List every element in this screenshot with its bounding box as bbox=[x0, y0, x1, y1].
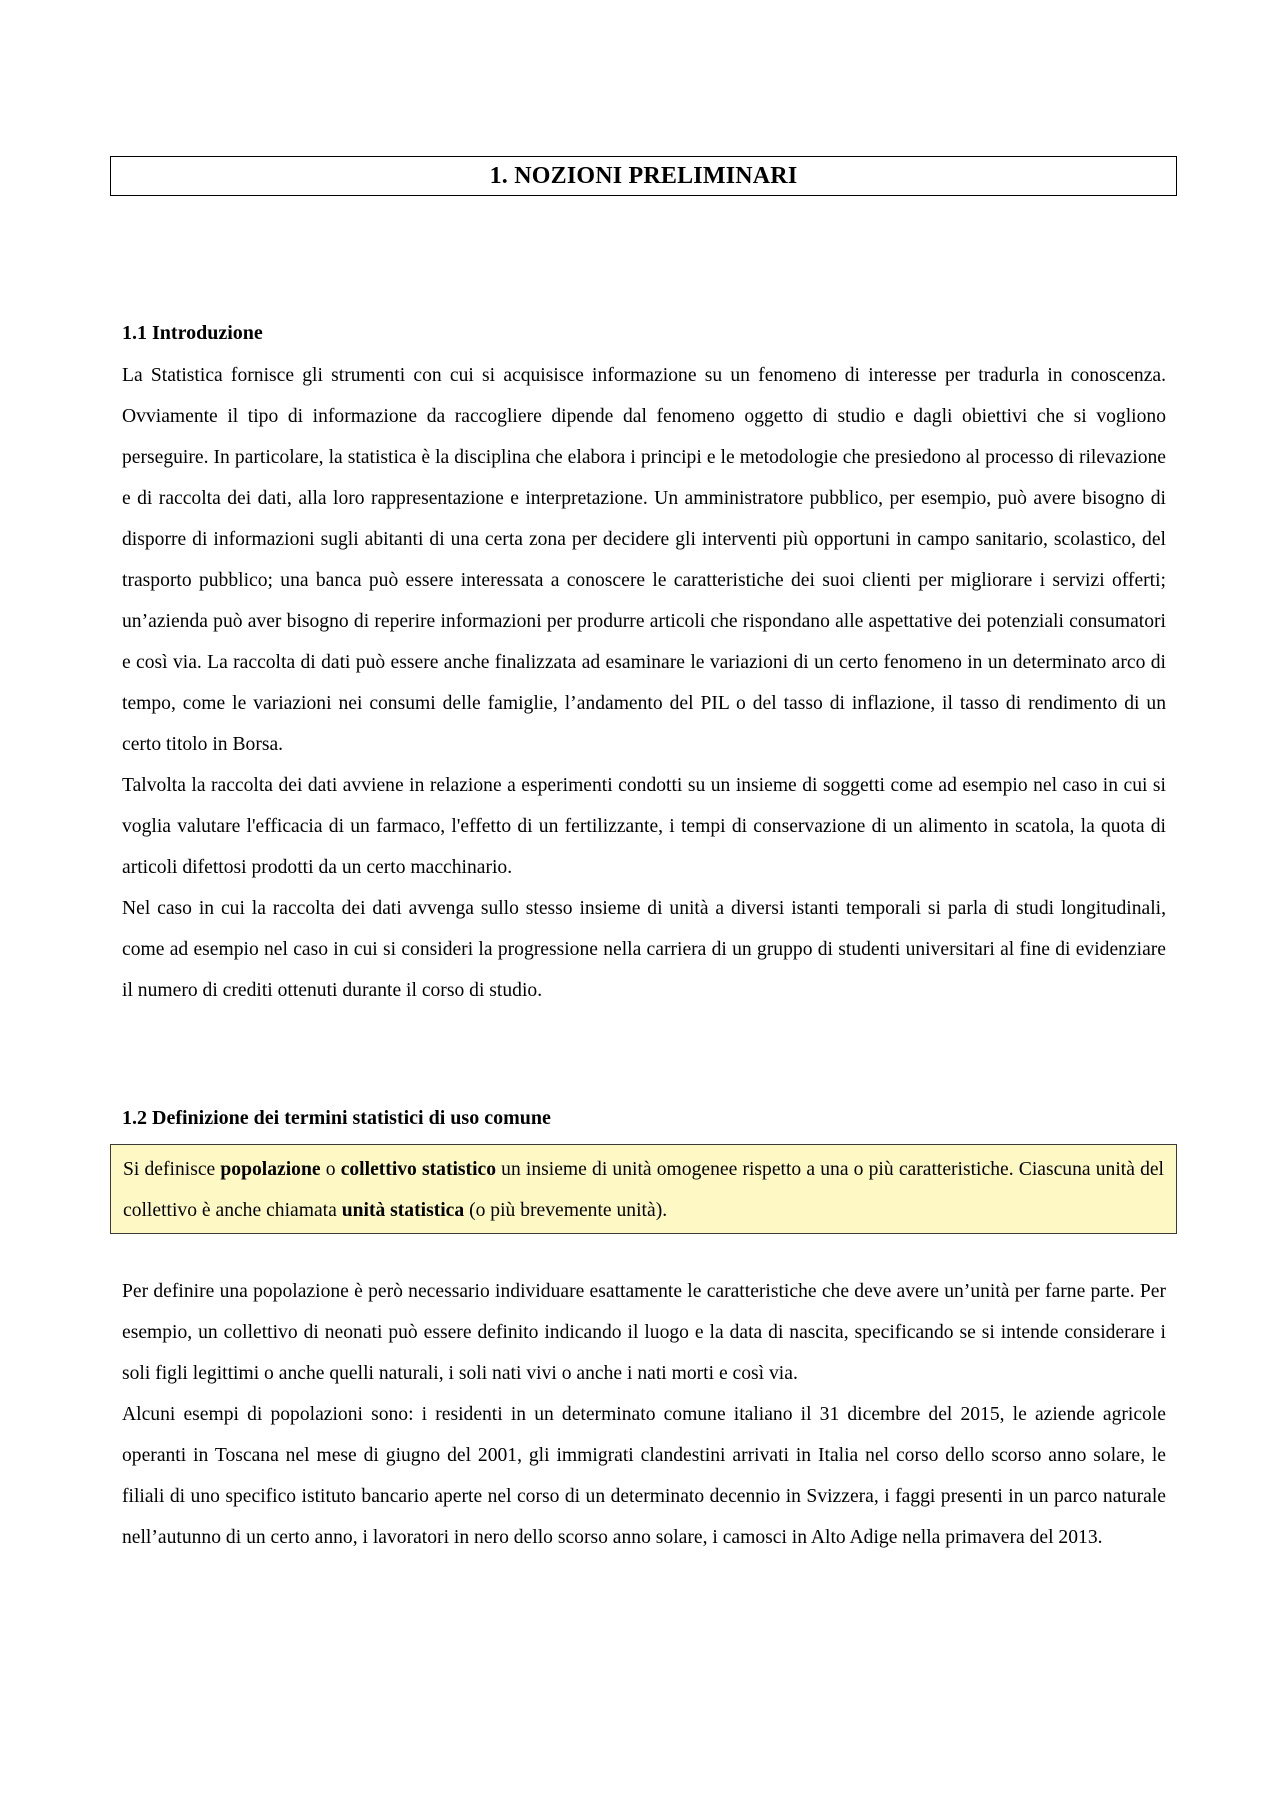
section-body-definizione bbox=[122, 1271, 1166, 1558]
definition-text bbox=[123, 1149, 1164, 1231]
definition-text-part: (o più brevemente unità). bbox=[464, 1200, 668, 1221]
definition-term-collettivo-statistico: collettivo statistico bbox=[340, 1159, 497, 1180]
paragraph: Talvolta la raccolta dei dati avviene in relazione a esperimenti condotti su un insieme di soggetti come ad esempio nel caso in cui si voglia valutare l'efficacia di un farmaco, l'effetto di un fertilizzante, i tempi di conservazione di un alimento in scatola, la quota di articoli difettosi prodotti da un certo macchinario. bbox=[122, 775, 1166, 878]
definition-text-part: Si definisce bbox=[123, 1159, 221, 1180]
section-heading-introduzione: 1.1 Introduzione bbox=[122, 322, 263, 344]
definition-text-part: un insieme di unità omogenee rispetto a una o più caratteristiche. Ciascuna unità del collettivo è anche chiamata bbox=[123, 1159, 1165, 1221]
definition-box bbox=[110, 1144, 1177, 1234]
definition-term-popolazione: popolazione bbox=[220, 1159, 321, 1180]
section-body-introduzione bbox=[122, 355, 1166, 1011]
paragraph: Nel caso in cui la raccolta dei dati avvenga sullo stesso insieme di unità a diversi istanti temporali si parla di studi longitudinali, come ad esempio nel caso in cui si consideri la progressione nella carriera di un gruppo di studenti universitari al fine di evidenziare il numero di crediti ottenuti durante il corso di studio. bbox=[122, 898, 1166, 1001]
chapter-title-box bbox=[110, 156, 1177, 196]
definition-text-part: o bbox=[320, 1159, 341, 1180]
definition-term-unita-statistica: unità statistica bbox=[341, 1200, 465, 1221]
paragraph: La Statistica fornisce gli strumenti con cui si acquisisce informazione su un fenomeno di interesse per tradurla in conoscenza. Ovviamente il tipo di informazione da raccogliere dipende dal fenomeno oggetto di studio e dagli obiettivi che si vogliono perseguire. In particolare, la statistica è la disciplina che elabora i principi e le metodologie che presiedono al processo di rilevazione e di raccolta dei dati, alla loro rappresentazione e interpretazione. Un amministratore pubblico, per esempio, può avere bisogno di disporre di informazioni sugli abitanti di una certa zona per decidere gli interventi più opportuni in campo sanitario, scolastico, del trasporto pubblico; una banca può essere interessata a conoscere le caratteristiche dei suoi clienti per migliorare i servizi offerti; un’azienda può aver bisogno di reperire informazioni per produrre articoli che rispondano alle aspettative dei potenziali consumatori e così via. La raccolta di dati può essere anche finalizzata ad esaminare le variazioni di un certo fenomeno in un determinato arco di tempo, come le variazioni nei consumi delle famiglie, l’andamento del PIL o del tasso di inflazione, il tasso di rendimento di un certo titolo in Borsa. bbox=[122, 365, 1166, 755]
chapter-title: 1. NOZIONI PRELIMINARI bbox=[489, 162, 798, 189]
paragraph: Per definire una popolazione è però necessario individuare esattamente le caratteristiche che deve avere un’unità per farne parte. Per esempio, un collettivo di neonati può essere definito indicando il luogo e la data di nascita, specificando se si intende considerare i soli figli legittimi o anche quelli naturali, i soli nati vivi o anche i nati morti e così via. bbox=[122, 1281, 1166, 1384]
section-heading-definizione: 1.2 Definizione dei termini statistici di uso comune bbox=[122, 1107, 551, 1129]
paragraph: Alcuni esempi di popolazioni sono: i residenti in un determinato comune italiano il 31 dicembre del 2015, le aziende agricole operanti in Toscana nel mese di giugno del 2001, gli immigrati clandestini arrivati in Italia nel corso dello scorso anno solare, le filiali di uno specifico istituto bancario aperte nel corso di un determinato decennio in Svizzera, i faggi presenti in un parco naturale nell’autunno di un certo anno, i lavoratori in nero dello scorso anno solare, i camosci in Alto Adige nella primavera del 2013. bbox=[122, 1404, 1166, 1548]
